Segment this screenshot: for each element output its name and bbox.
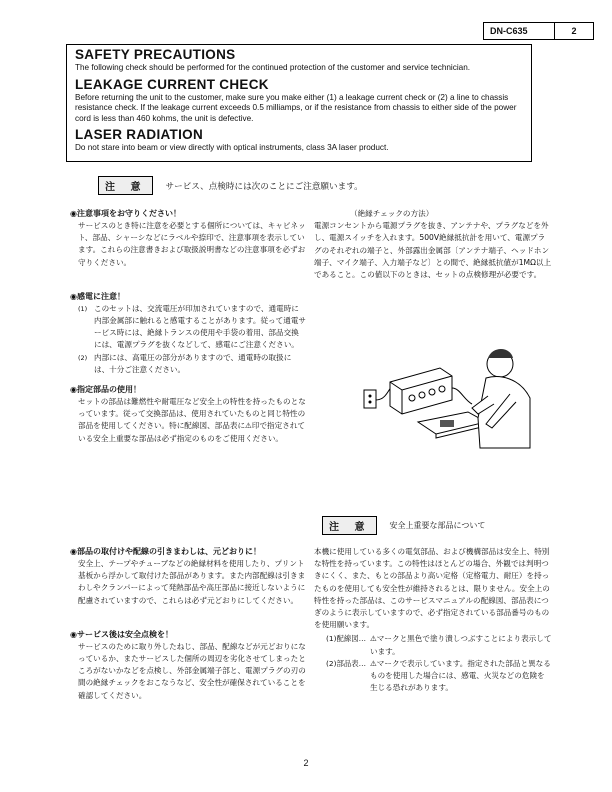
header-page-number: 2 xyxy=(571,26,577,36)
right-column-lower xyxy=(314,546,552,694)
insulation-check-illustration xyxy=(360,338,536,450)
parts-item1: (1)配線図… ⚠マークと黒色で塗り潰しつぶすことにより表示しています。 xyxy=(326,634,552,656)
check-body: 電源コンセントから電源プラグを抜き、アンテナや、プラグなどを外し、電源スイッチを入れます。500V絶縁抵抗計を用いて、電源プラグのそれぞれの端子と、外部露出金属部〔アンテナ端子、ヘッドホン端子、マイク端子、入力端子など〕との間で、絶縁抵抗値が1MΩ以上であること。この値以下のときは、セットの点検修理が必要です。 xyxy=(314,221,552,280)
check-title: （絶縁チェックの方法） xyxy=(350,209,434,218)
safety-intro: The following check should be performed for the continued protection of the customer and service technician. xyxy=(75,63,471,72)
model-number: DN-C635 xyxy=(484,23,555,39)
left-column xyxy=(70,208,306,445)
caution-heading xyxy=(98,176,363,195)
right-column xyxy=(314,208,552,281)
s5-title: ◉サービス後は安全点検を！ xyxy=(70,629,173,639)
s1-title: ◉注意事項をお守りください！ xyxy=(70,209,181,218)
laser-title: LASER RADIATION xyxy=(75,127,203,142)
caution-tag: 注 意 xyxy=(98,176,153,195)
s5-body: サービスのために取り外したねじ、部品、配線などが元どおりになっているか、またサービスした個所の周辺を劣化させてしまったところがないかなどを点検し、外部金属端子部と、電源プラグの刃の間の絶縁チェックをおこなうなど、安全性が確保されていることを確認してください。 xyxy=(78,641,306,700)
laser-text: Do not stare into beam or view directly with optical instruments, class 3A laser product. xyxy=(75,143,389,152)
parts-body: 本機に使用している多くの電気部品、および機構部品は安全上、特別な特性を持っています。この特性はほとんどの場合、外観では判明つきにくく、また、もとの部品より高い定格（定格電力、耐圧）を持ったものを使用しても安全性が維持されるとは、限りません。安全上の特性を持った部品は、このサービスマニュアルの配線図、部品表につぎのように表示していますので、必ず指定されている部品番号のものを使用願います。 xyxy=(314,547,550,630)
s3-title: ◉指定部品の使用！ xyxy=(70,385,141,395)
safety-title: SAFETY PRECAUTIONS xyxy=(75,47,236,62)
s2-item2: (2) 内部には、高電圧の部分がありますので、通電時の取扱には、十分ご注意ください。 xyxy=(78,352,292,374)
header-box xyxy=(483,22,594,40)
s3-body: セットの部品は難燃性や耐電圧など安全上の特性を持ったものとなっています。従って交換部品は、使用されていたものと同じ特性の部品を使用してください。特に配線図、部品表に⚠印で指定されている安全上重要な部品は必ず指定のものをご使用ください。 xyxy=(78,397,306,443)
caution-tag-2: 注 意 xyxy=(322,516,377,535)
footer-page-number: 2 xyxy=(303,758,309,768)
s4-title: ◉部品の取付けや配線の引きまわしは、元どおりに！ xyxy=(70,547,261,556)
left-column-lower xyxy=(70,546,306,702)
leakage-title: LEAKAGE CURRENT CHECK xyxy=(75,76,269,92)
safety-box xyxy=(66,44,532,162)
caution-text: サービス、点検時には次のことにご注意願います。 xyxy=(165,181,363,192)
caution-heading-2 xyxy=(322,516,485,535)
caution-text-2: 安全上重要な部品について xyxy=(389,521,486,530)
s2-title: ◉感電に注意！ xyxy=(70,291,125,301)
s2-item1: (1) このセットは、交流電圧が印加されていますので、通電時に内部金属部に触れると感電することがあります。従って通電サービス時には、絶縁トランスの使用や手袋の着用、部品交換には、電源プラグを抜くなどして、感電にご注意ください。 xyxy=(78,303,307,350)
s4-body: 安全上、テープやチューブなどの絶縁材料を使用したり、プリント基板から浮かして取付けた部品があります。また内部配線は引きまわしやクランパーによって発熱部品や高圧部品に接近しないように配慮されていますので、これらは必ず元どおりにしてください。 xyxy=(78,559,306,605)
s1-body: サービスのとき特に注意を必要とする個所については、キャビネット、部品、シャーシなどにラベルや捺印で、注意事項を表示しています。これらの注意書きおよび取扱説明書などの注意事項を必ずお守りください。 xyxy=(78,221,306,267)
leakage-text: Before returning the unit to the customer, make sure you make either (1) a leakage current check or (2) a line to chassis resistance check. If the leakage current exceeds 0.5 milliamps, or if the resistance from chassis to either side of the power cord is less than 460 kohms, the unit is defective. xyxy=(75,92,517,123)
parts-item2: (2)部品表… ⚠マークで表示しています。指定された部品と異なるものを使用した場合には、感電、火災などの危険を生じる恐れがあります。 xyxy=(326,658,551,693)
